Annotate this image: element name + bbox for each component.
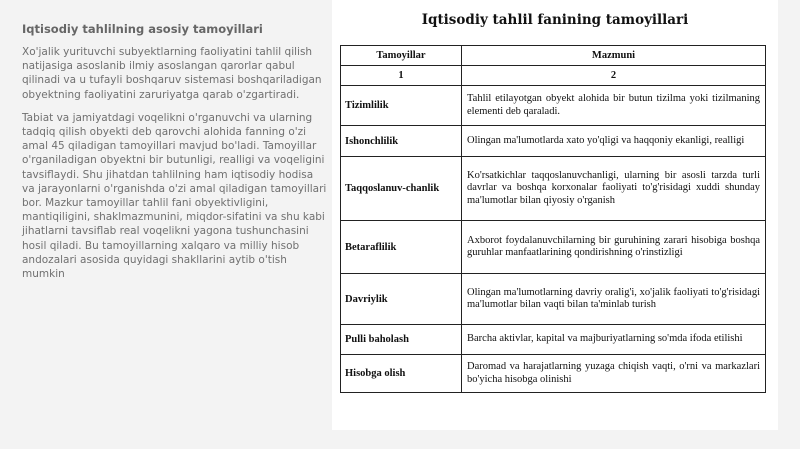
table-row [341, 274, 766, 325]
table-row [341, 325, 766, 355]
text-column [22, 22, 327, 290]
header-cell: Tamoyillar [341, 46, 462, 66]
table-row [341, 221, 766, 274]
paragraph: Xo'jalik yurituvchi subyektlarning faoliyatini tahlil qilish natijasiga asoslanib ilmiy asoslangan qarorlar qabul qilinadi va u tufayli boshqaruv sistemasi boshqariladigan obyektning faoliyatini zaruriyatga qarab o'zgartiradi. [22, 46, 322, 101]
principle-description: Tahlil etilayotgan obyekt alohida bir butun tizilma yoki tizilmaning elementi deb qaraladi. [462, 86, 766, 126]
principle-name: Taqqoslanuv-chanlik [341, 157, 462, 221]
principle-name: Ishonchlilik [341, 126, 462, 157]
principle-description: Ko'rsatkichlar taqqoslanuvchanligi, ularning bir asosli tarzda turli davrlar va boshqa korxonalar faoliyati to'g'risidagi xuddi shunday ma'lumotlar bilan qiyosiy o'rganish [462, 157, 766, 221]
table-row [341, 157, 766, 221]
section-title: Iqtisodiy tahlilning asosiy tamoyillari [22, 22, 263, 36]
table-row [341, 86, 766, 126]
number-cell: 2 [462, 66, 766, 86]
table-title: Iqtisodiy tahlil fanining tamoyillari [421, 12, 689, 28]
table-row [341, 355, 766, 393]
principle-name: Betaraflilik [341, 221, 462, 274]
principle-description: Barcha aktivlar, kapital va majburiyatlarning so'mda ifoda etilishi [462, 325, 766, 355]
principle-description: Olingan ma'lumotlarda xato yo'qligi va haqqoniy ekanligi, realligi [462, 126, 766, 157]
principles-table [340, 45, 766, 393]
principle-name: Hisobga olish [341, 355, 462, 393]
principle-description: Daromad va harajatlarning yuzaga chiqish vaqti, o'rni va markazlari bo'yicha hisobga olinishi [462, 355, 766, 393]
table-image [332, 0, 778, 430]
principle-description: Olingan ma'lumotlarning davriy oralig'i, xo'jalik faoliyati to'g'risidagi ma'lumotlar bilan vaqti bilan ta'minlab turish [462, 274, 766, 325]
header-cell: Mazmuni [462, 46, 766, 66]
number-row [341, 66, 766, 86]
principle-name: Pulli baholash [341, 325, 462, 355]
principle-name: Davriylik [341, 274, 462, 325]
paragraph: Tabiat va jamiyatdagi voqelikni o'rganuvchi va ularning tadqiq qilish obyekti deb qarovchi alohida fanning o'zi amal 45 qiladigan tamoyillari mavjud bo'ladi. Tamoyillar o'rganiladigan obyektni bir butunligi, realligi va voqeligini tavsiflaydi. Shu jihatdan tahlilning ham iqtisodiy hodisa va jarayonlarni o'rganishda o'zi amal qiladigan tamoyillari bor. Mazkur tamoyillar tahlil fani obyektivligini, mantiqiligini, shaklmazmunini, miqdor-sifatini va shu kabi jihatlarni tavsiflab real voqelikni yagona tushunchasini hosil qiladi. Bu tamoyillarning xalqaro va milliy hisob andozalari asosida quyidagi shakllarini aytib o'tish mumkin [22, 111, 327, 281]
principle-description: Axborot foydalanuvchilarning bir guruhining zarari hisobiga boshqa guruhlar manfaatlarining qondirishning o'rinstizligi [462, 221, 766, 274]
number-cell: 1 [341, 66, 462, 86]
table-row [341, 126, 766, 157]
principle-name: Tizimlilik [341, 86, 462, 126]
table-header-row [341, 46, 766, 66]
